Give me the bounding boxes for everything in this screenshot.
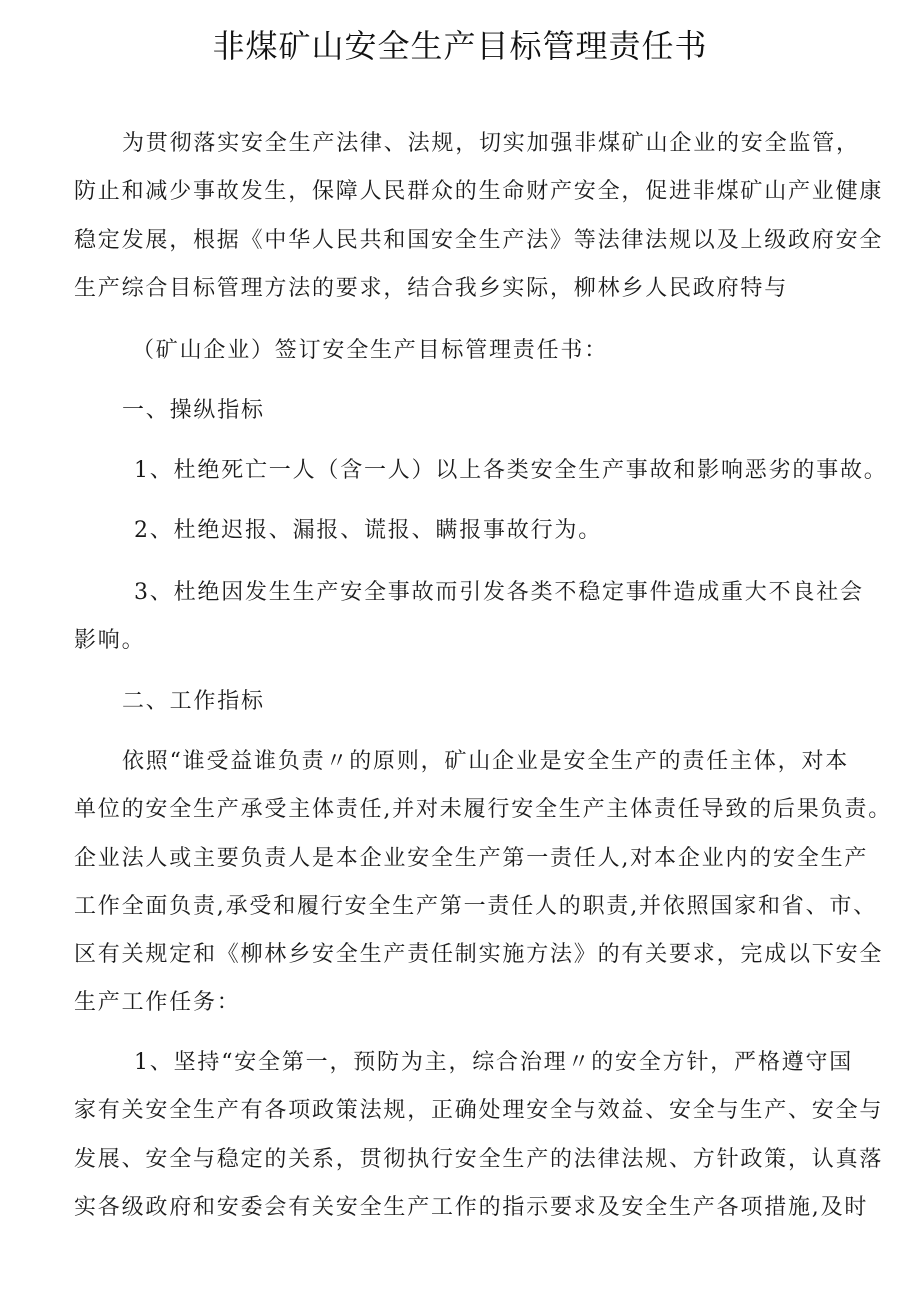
- section2-para-line-1: 依照“谁受益谁负责〃的原则，矿山企业是安全生产的责任主体，对本: [122, 749, 850, 774]
- section2-item-1-line-1: 1、坚持“安全第一，预防为主，综合治理〃的安全方针，严格遵守国: [134, 1050, 854, 1075]
- section1-item-3-line-1: 3、杜绝因发生生产安全事故而引发各类不稳定事件造成重大不良社会: [134, 580, 864, 605]
- document-title: 非煤矿山安全生产目标管理责任书: [212, 27, 708, 65]
- section2-para-line-6: 生产工作任务：: [74, 990, 241, 1015]
- section2-para-line-3: 企业法人或主要负责人是本企业安全生产第一责任人,对本企业内的安全生产: [74, 846, 869, 871]
- section2-item-1-line-3: 发展、安全与稳定的关系，贯彻执行安全生产的法律法规、方针政策，认真落: [74, 1147, 884, 1172]
- section2-para-line-2: 单位的安全生产承受主体责任,并对未履行安全生产主体责任导致的后果负责。: [74, 797, 892, 822]
- section1-item-3-line-2: 影响。: [74, 628, 146, 653]
- section1-item-2: 2、杜绝迟报、漏报、谎报、瞒报事故行为。: [134, 518, 602, 543]
- section2-item-1-line-4: 实各级政府和安委会有关安全生产工作的指示要求及安全生产各项措施,及时: [74, 1195, 869, 1220]
- intro-line-4: 生产综合目标管理方法的要求，结合我乡实际，柳林乡人民政府特与: [74, 276, 789, 301]
- section2-para-line-4: 工作全面负责,承受和履行安全生产第一责任人的职责,并依照国家和省、市、: [74, 894, 877, 919]
- section1-item-1: 1、杜绝死亡一人（含一人）以上各类安全生产事故和影响恶劣的事故。: [134, 458, 888, 483]
- section2-item-1-line-2: 家有关安全生产有各项政策法规，正确处理安全与效益、安全与生产、安全与: [74, 1098, 884, 1123]
- intro-line-2: 防止和减少事故发生，保障人民群众的生命财产安全，促进非煤矿山产业健康: [74, 179, 884, 204]
- section2-para-line-5: 区有关规定和《柳林乡安全生产责任制实施方法》的有关要求，完成以下安全: [74, 942, 884, 967]
- intro-line-1: 为贯彻落实安全生产法律、法规，切实加强非煤矿山企业的安全监管，: [122, 131, 860, 156]
- intro-line-3: 稳定发展，根据《中华人民共和国安全生产法》等法律法规以及上级政府安全: [74, 228, 884, 253]
- section1-heading: 一、操纵指标: [122, 398, 265, 423]
- signing-line: （矿山企业）签订安全生产目标管理责任书：: [132, 338, 609, 363]
- section2-heading: 二、工作指标: [122, 689, 265, 714]
